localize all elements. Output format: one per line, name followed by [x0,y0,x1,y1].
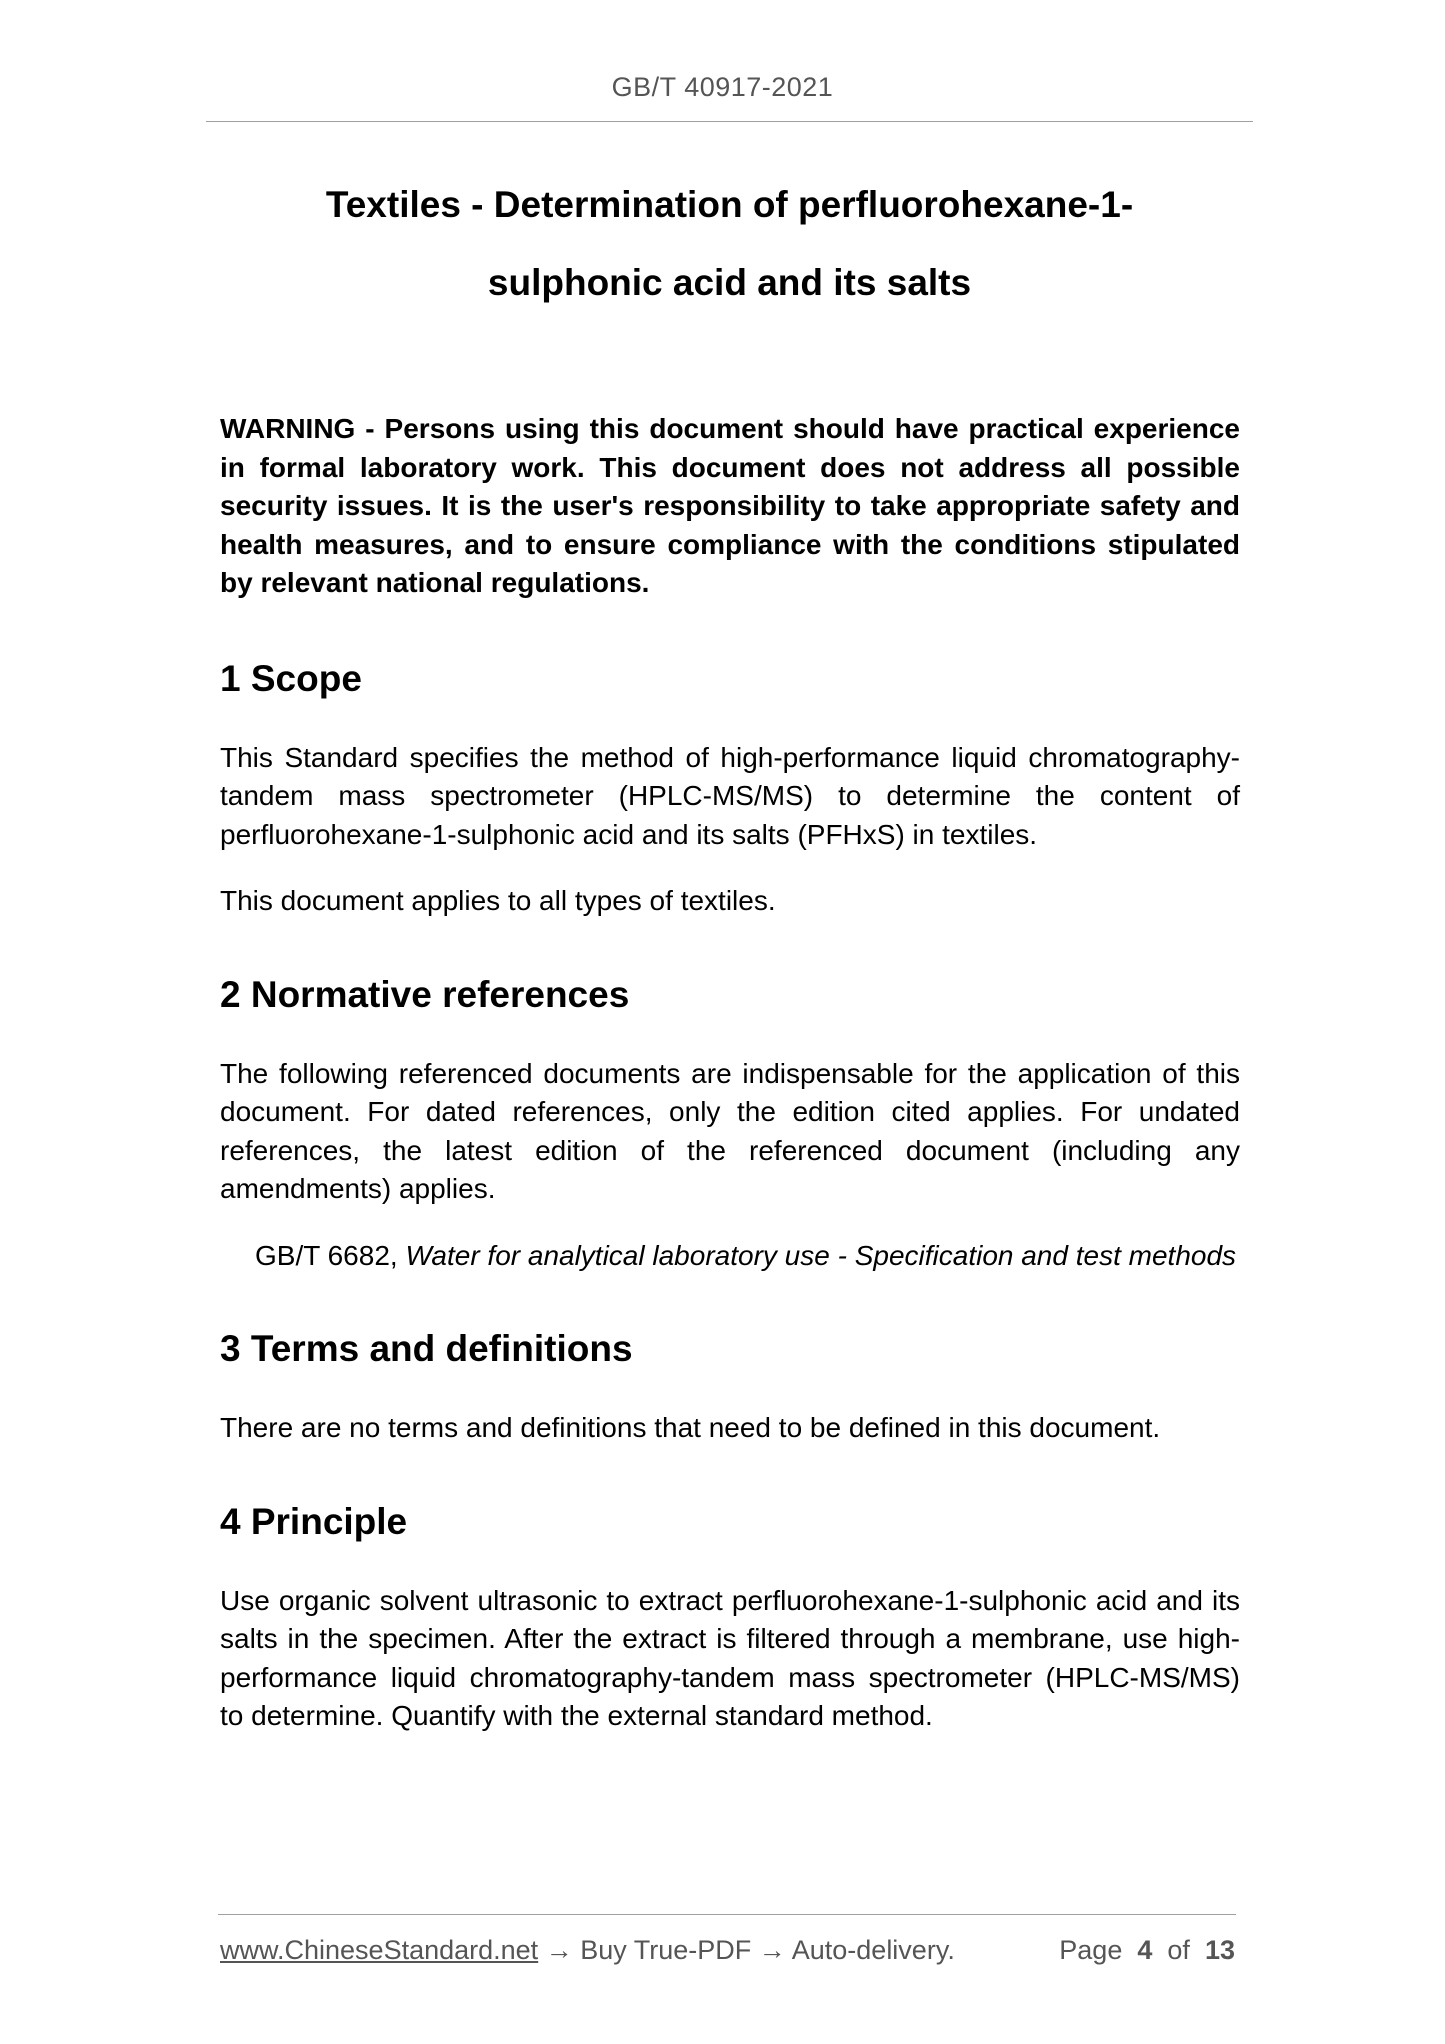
page-of-label: of [1167,1935,1190,1965]
document-title [206,166,1253,322]
page-total: 13 [1204,1935,1235,1965]
document-body [220,410,1240,1764]
reference-title: Water for analytical laboratory use - Specification and test methods [405,1239,1237,1271]
footer-divider [218,1914,1236,1915]
title-line-2: sulphonic acid and its salts [487,262,972,303]
footer-website-link[interactable]: www.ChineseStandard.net [220,1935,539,1965]
normative-paragraph: The following referenced documents are indispensable for the application of this document. For dated references, only the edition cited applies. For undated references, the latest edition of the referenced document (including any amendments) applies. [220,1057,1240,1204]
section-heading-terms: 3 Terms and definitions [220,1328,633,1369]
footer-promo [220,1935,955,1966]
scope-paragraph-1: This Standard specifies the method of high-performance liquid chromatography-tandem mass spectrometer (HPLC-MS/MS) to determine the content of perfluorohexane-1-sulphonic acid and its salts (PFHxS) in textiles. [220,741,1240,850]
page-current: 4 [1137,1935,1153,1965]
scope-paragraph-2: This document applies to all types of textiles. [220,885,776,916]
warning-paragraph: WARNING - Persons using this document should have practical experience in formal laboratory work. This document does not address all possible security issues. It is the user's responsibility to take appropriate safety and health measures, and to ensure compliance with the conditions stipulated by relevant national regulations. [220,413,1240,598]
section-heading-normative-references: 2 Normative references [220,973,630,1015]
page-label: Page [1059,1935,1123,1965]
page-footer [220,1935,1235,1966]
header-divider [206,121,1253,122]
page-indicator [1059,1935,1235,1966]
section-heading-principle: 4 Principle [220,1500,408,1542]
section-heading-scope: 1 Scope [220,657,362,699]
header-standard-code: GB/T 40917-2021 [611,72,834,102]
footer-tagline: → Buy True-PDF → Auto-delivery. [538,1935,955,1965]
title-line-1: Textiles - Determination of perfluorohexane-1- [325,184,1134,225]
reference-item [255,1237,1240,1276]
reference-code: GB/T 6682, [255,1239,406,1271]
terms-paragraph: There are no terms and definitions that need to be defined in this document. [220,1412,1161,1443]
principle-paragraph: Use organic solvent ultrasonic to extract perfluorohexane-1-sulphonic acid and its salts in the specimen. After the extract is filtered through a membrane, use high-performance liquid chromatography-tandem mass spectrometer (HPLC-MS/MS) to determine. Quantify with the external standard method. [220,1584,1240,1731]
